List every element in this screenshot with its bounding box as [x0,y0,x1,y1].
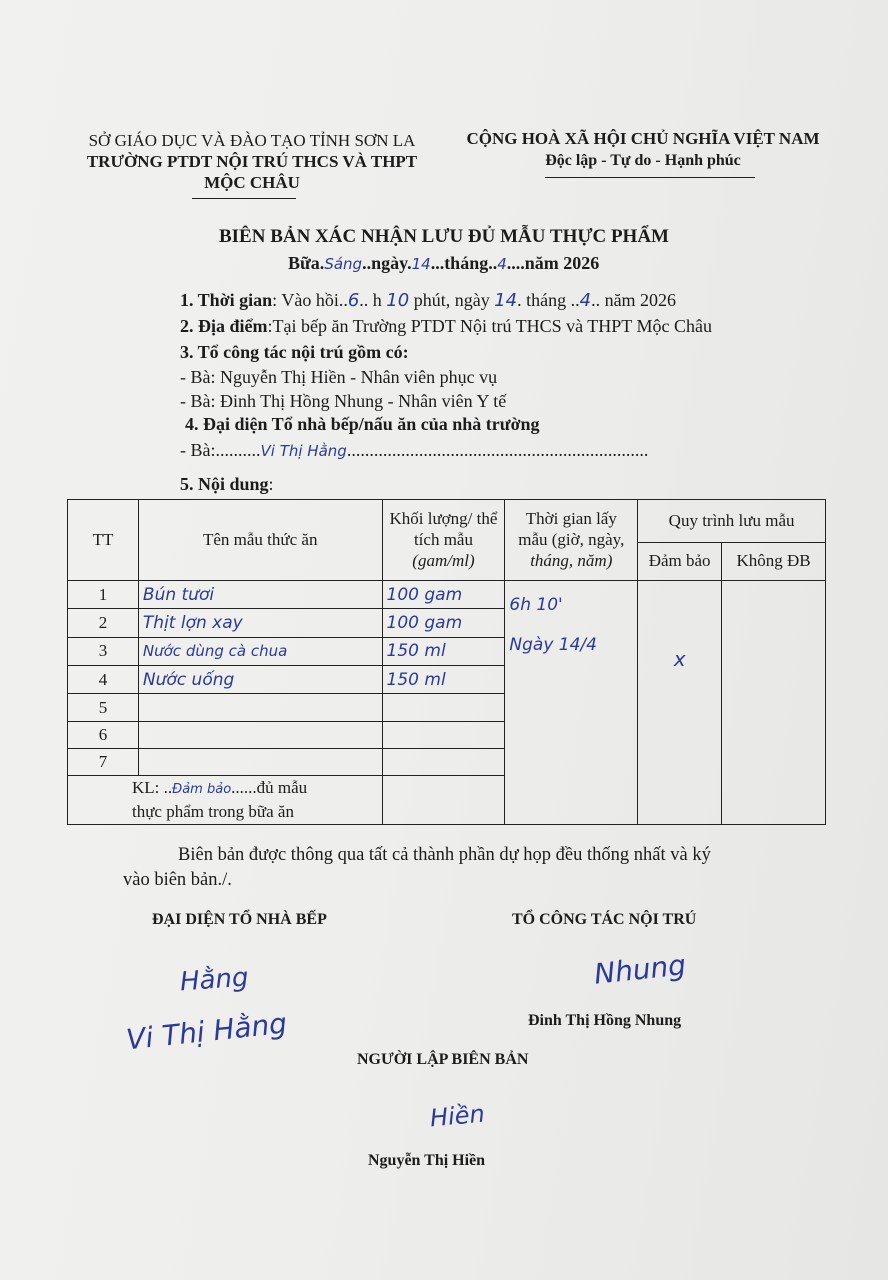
col-header-weight [382,500,505,581]
row-food-name [138,721,382,748]
col-header-time [505,500,638,581]
row-food-name [138,749,382,776]
ok-mark-cell [638,580,722,824]
kitchen-name-handwritten: Vi Thị Hằng [124,1006,289,1057]
section-location-label: 2. Địa điểm [180,316,268,336]
conclusion-cell [68,776,383,825]
conclusion-weight-cell [382,776,505,825]
meal-month: 4 [497,255,507,273]
row-tt: 2 [68,609,139,637]
section-location-text: :Tại bếp ăn Trường PTDT Nội trú THCS và THPT Mộc Châu [267,316,712,336]
row-weight [382,694,505,721]
closing-line2: vào biên bản./. [123,870,232,890]
row-food-name: Nước dùng cà chua [138,637,382,665]
time-month: 4 [579,290,592,311]
section-kitchen-label: 4. Đại diện Tổ nhà bếp/nấu ăn của nhà trường [185,414,540,434]
header-left [82,130,422,193]
meal-day: 14 [411,255,431,273]
kitchen-rep-dots: ................................................................... [346,440,649,460]
col-header-time-line1: Thời gian lấy [525,509,617,529]
col-header-time-line2: mẫu (giờ, ngày, [518,530,625,550]
row-food-name: Bún tươi [138,580,382,608]
conclusion-value: Đảm bảo [172,782,232,798]
row-weight: 100 gam [382,580,505,608]
row-tt: 1 [68,580,139,608]
sample-date: Ngày 14/4 [509,634,597,655]
col-header-weight-line2: tích mẫu [413,530,473,550]
col-header-time-line3: tháng, năm) [530,551,613,571]
national-title: CỘNG HOÀ XÃ HỘI CHỦ NGHĨA VIỆT NAM [466,129,820,148]
section-time-text-d: . tháng .. [517,290,580,310]
not-ok-cell [722,580,826,824]
sample-table [67,499,826,825]
col-header-ok: Đảm bảo [638,542,722,580]
col-header-not-ok: Không ĐB [722,542,826,580]
author-signature: Hiền [428,1099,486,1133]
header-left-underline [192,198,296,199]
row-weight: 150 ml [382,637,505,665]
author-sign-name: Nguyễn Thị Hiền [368,1152,486,1169]
row-tt: 7 [68,749,139,776]
meal-day-label: ..ngày. [362,253,412,273]
time-hour: 6 [347,290,360,311]
col-header-tt: TT [68,500,139,581]
section-time-text-a: : Vào hồi.. [272,290,348,310]
team-member-2: - Bà: Đinh Thị Hồng Nhung - Nhân viên Y tế [180,391,507,411]
school-name: TRƯỜNG PTDT NỘI TRÚ THCS VÀ THPT [86,152,418,171]
table-row [68,580,826,608]
conclusion-line2: thực phẩm trong bữa ăn [132,802,294,822]
meal-line [288,253,599,274]
conclusion-prefix: KL: .. [132,778,173,798]
section-content-label: 5. Nội dung [180,474,269,494]
header-right-underline [545,177,755,178]
kitchen-rep-name: Vi Thị Hằng [260,442,347,460]
row-food-name [138,694,382,721]
team-member-1: - Bà: Nguyễn Thị Hiền - Nhân viên phục vụ [180,367,498,387]
conclusion-line1 [132,777,378,801]
row-tt: 3 [68,637,139,665]
row-food-name: Thịt lợn xay [138,609,382,637]
row-tt: 6 [68,721,139,748]
section-time [180,290,676,311]
row-weight: 100 gam [382,609,505,637]
meal-value: Sáng [324,255,363,273]
header-right [462,128,824,172]
national-motto: Độc lập - Tự do - Hạnh phúc [545,152,741,169]
time-minute: 10 [386,290,410,311]
author-sign-title: NGƯỜI LẬP BIÊN BẢN [357,1051,529,1068]
document-title: BIÊN BẢN XÁC NHẬN LƯU ĐỦ MẪU THỰC PHẨM [218,226,669,247]
conclusion-suffix: ......đủ mẫu [231,778,308,798]
meal-month-label: ...tháng.. [430,253,498,273]
row-tt: 5 [68,694,139,721]
closing-line1: Biên bản được thông qua tất cả thành phần dự họp đều thống nhất và ký [178,845,711,865]
row-food-name: Nước uống [138,666,382,694]
row-weight [382,721,505,748]
department-name: SỞ GIÁO DỤC VÀ ĐÀO TẠO TỈNH SƠN LA [88,131,416,150]
boarding-sign-name: Đinh Thị Hồng Nhung [528,1012,682,1029]
section-time-text-c: phút, ngày [409,290,495,310]
ok-mark: x [673,646,686,671]
sample-time: 6h 10' [509,594,563,615]
section-content-colon: : [268,474,274,494]
section-team-label: 3. Tổ công tác nội trú gồm có: [180,342,409,362]
section-time-label: 1. Thời gian [180,290,273,310]
section-time-text-e: .. năm 2026 [591,290,677,310]
section-location [180,316,712,337]
col-header-name: Tên mẫu thức ăn [138,500,382,581]
meal-prefix: Bữa. [288,253,325,273]
kitchen-sign-title: ĐẠI DIỆN TỔ NHÀ BẾP [152,911,327,928]
section-time-text-b: .. h [359,290,387,310]
row-weight [382,749,505,776]
section-content [180,474,274,495]
time-day: 14 [494,290,518,311]
school-location: MỘC CHÂU [204,173,300,192]
row-tt: 4 [68,666,139,694]
row-weight: 150 ml [382,666,505,694]
meal-year-label: ....năm 2026 [506,253,600,273]
col-header-procedure: Quy trình lưu mẫu [638,500,826,543]
kitchen-rep-prefix: - Bà: [180,440,216,460]
kitchen-rep-line: - Bà:..........Vi Thị Hằng................................................................... [180,440,649,460]
col-header-weight-line1: Khối lượng/ thể [389,509,498,529]
boarding-sign-title: TỔ CÔNG TÁC NỘI TRÚ [512,911,697,928]
boarding-signature: Nhung [592,948,688,991]
col-header-weight-line3: (gam/ml) [412,551,475,571]
sample-time-cell [505,580,638,824]
kitchen-signature: Hằng [179,962,250,998]
